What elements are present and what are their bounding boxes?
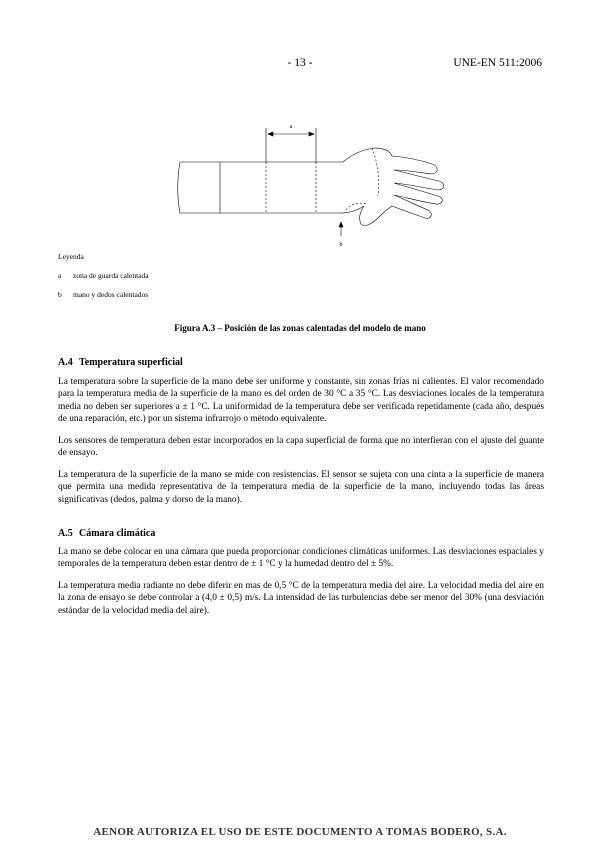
legend-text: zona de guarda calentada (73, 271, 149, 280)
paragraph: La temperatura media radiante no debe diferir en mas de 0,5 °C de la temperatura media del aire. La velocidad media del aire en la zona de ensayo se debe controlar a (4,0 ± 0,5) m/s. La intensidad de las turbulencias debe ser menor del 30% (una desviación estándar de la velocidad media del aire). (58, 581, 544, 616)
legend-key: b (58, 290, 62, 299)
section-number: A.5 (58, 528, 73, 539)
callout-a: a (289, 124, 293, 130)
legend-text: mano y dedos calentados (73, 290, 149, 299)
section-number: A.4 (58, 357, 73, 368)
section-title: Cámara climática (79, 528, 156, 539)
callout-b: b (339, 242, 343, 248)
paragraph: La mano se debe colocar en una cámara que pueda proporcionar condiciones climáticas uniformes. Las desviaciones espaciales y temporales de la temperatura deben estar dentro de ± 1 °C y la humedad dentro del ± 5%. (58, 547, 544, 570)
hand-model-figure (160, 118, 460, 258)
footer-notice: AENOR AUTORIZA EL USO DE ESTE DOCUMENTO A TOMAS BODERO, S.A. (93, 826, 507, 838)
section-heading (58, 528, 155, 539)
paragraph: Los sensores de temperatura deben estar incorporados en la capa superficial de forma que no interfieran con el ajuste del guante de ensayo. (58, 436, 544, 459)
standard-reference: UNE-EN 511:2006 (453, 57, 542, 69)
legend-item (58, 290, 148, 299)
legend-key: a (58, 271, 62, 280)
paragraph: La temperatura de la superficie de la mano se mide con resistencias. El sensor se sujeta con una cinta a la superficie de manera que permita una medida representativa de la temperatura media de la superficie de la mano, incluyendo todas las áreas significativas (dedos, palma y dorso de la mano). (58, 470, 544, 505)
hand-outline-drawing (178, 128, 444, 236)
figure-caption: Figura A.3 – Posición de las zonas calentadas del modelo de mano (174, 323, 426, 333)
legend-title: Leyenda (58, 252, 84, 261)
legend-item (58, 271, 149, 280)
section-title: Temperatura superficial (79, 357, 183, 368)
paragraph: La temperatura sobre la superficie de la mano debe ser uniforme y constante, sin zonas frías ni calientes. El valor recomendado para la temperatura media de la superficie de la mano es del orden de 30 °C a 35 °C. Las desviaciones locales de la temperatura media no deben ser superiores a ± 1 °C. La uniformidad de la temperatura debe ser verificada repetidamente (cada año, después de una reparación, etc.) por un sistema infrarrojo o método equivalente. (58, 377, 544, 424)
section-heading (58, 357, 183, 368)
page-number: - 13 - (287, 57, 313, 69)
